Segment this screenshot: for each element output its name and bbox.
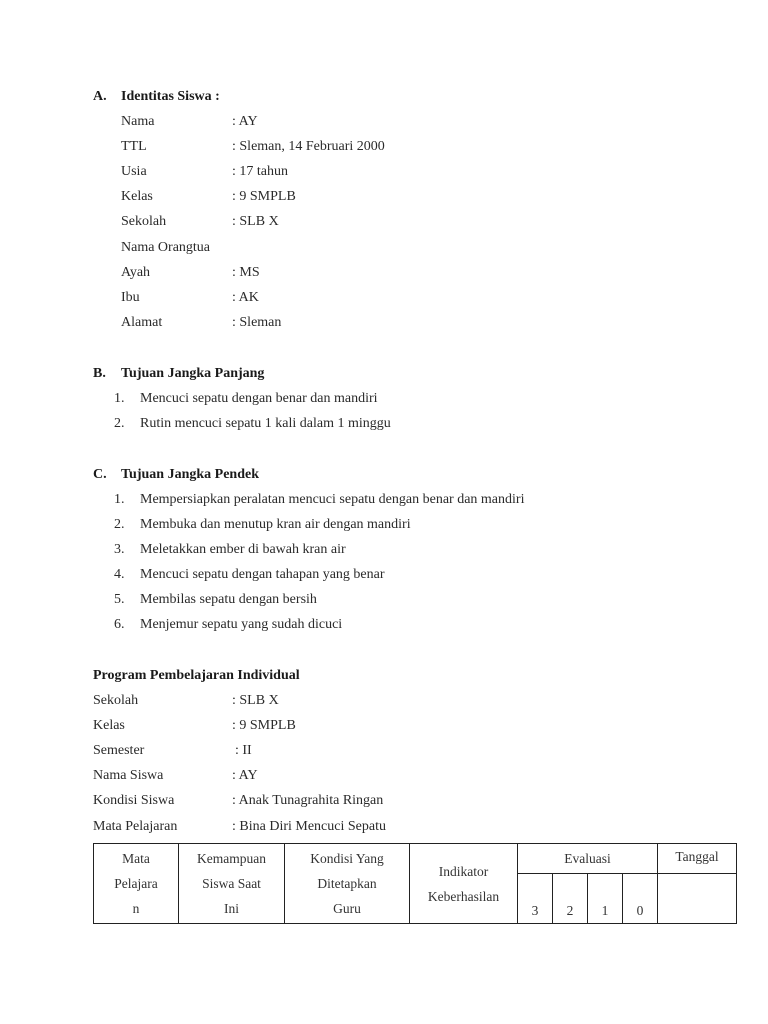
header-text: n <box>132 901 140 916</box>
identity-value-ttl: : Sleman, 14 Februari 2000 <box>232 139 385 154</box>
score-0: 0 <box>623 874 658 924</box>
long-term-item: Rutin mencuci sepatu 1 kali dalam 1 minggu <box>140 416 391 431</box>
header-evaluasi: Evaluasi <box>518 844 658 874</box>
short-term-number: 5. <box>114 592 125 607</box>
identity-value-usia: : 17 tahun <box>232 164 288 179</box>
header-mata-pelajaran <box>94 844 179 924</box>
section-b-letter: B. <box>93 366 106 381</box>
identity-label-ttl: TTL <box>121 139 147 154</box>
section-c-letter: C. <box>93 467 107 482</box>
program-value-mata-pelajaran: : Bina Diri Mencuci Sepatu <box>232 819 386 834</box>
score-2: 2 <box>553 874 588 924</box>
program-heading: Program Pembelajaran Individual <box>93 668 300 683</box>
long-term-number: 1. <box>114 391 125 406</box>
header-text: Ditetapkan <box>317 876 377 891</box>
section-c-heading: Tujuan Jangka Pendek <box>121 467 259 482</box>
header-text: Pelajara <box>114 876 158 891</box>
program-label-semester: Semester <box>93 743 145 758</box>
short-term-number: 1. <box>114 492 125 507</box>
short-term-number: 4. <box>114 567 125 582</box>
identity-value-alamat: : Sleman <box>232 315 282 330</box>
header-text: Keberhasilan <box>427 888 500 904</box>
identity-label-sekolah: Sekolah <box>121 214 167 229</box>
identity-label-kelas: Kelas <box>121 189 153 204</box>
identity-value-ibu: : AK <box>232 290 259 305</box>
section-a-letter: A. <box>93 89 107 104</box>
program-value-nama-siswa: : AY <box>232 768 258 783</box>
short-term-item: Meletakkan ember di bawah kran air <box>140 542 346 557</box>
tanggal-cell <box>658 874 737 924</box>
identity-label-ibu: Ibu <box>121 290 140 305</box>
section-a-heading: Identitas Siswa : <box>121 89 220 104</box>
program-value-kelas: : 9 SMPLB <box>232 718 296 733</box>
header-kemampuan-siswa <box>179 844 285 924</box>
program-label-kelas: Kelas <box>93 718 125 733</box>
long-term-item: Mencuci sepatu dengan benar dan mandiri <box>140 391 378 406</box>
identity-value-kelas: : 9 SMPLB <box>232 189 296 204</box>
program-value-semester: : II <box>235 743 252 758</box>
program-label-nama-siswa: Nama Siswa <box>93 768 164 783</box>
identity-value-ayah: : MS <box>232 265 260 280</box>
identity-label-usia: Usia <box>121 164 147 179</box>
identity-label-nama-orangtua: Nama Orangtua <box>121 240 211 255</box>
program-value-sekolah: : SLB X <box>232 693 279 708</box>
header-text: Indikator <box>438 863 489 879</box>
header-text: Mata <box>122 851 150 866</box>
identity-value-sekolah: : SLB X <box>232 214 279 229</box>
short-term-item: Mempersiapkan peralatan mencuci sepatu dengan benar dan mandiri <box>140 492 525 507</box>
program-value-kondisi-siswa: : Anak Tunagrahita Ringan <box>232 793 384 808</box>
short-term-number: 6. <box>114 617 125 632</box>
ppi-table <box>93 843 737 924</box>
score-1: 1 <box>588 874 623 924</box>
identity-label-alamat: Alamat <box>121 315 163 330</box>
header-text: Kemampuan <box>197 851 266 866</box>
program-label-sekolah: Sekolah <box>93 693 139 708</box>
header-indikator-keberhasilan <box>410 844 518 924</box>
short-term-item: Membuka dan menutup kran air dengan mandiri <box>140 517 411 532</box>
header-tanggal: Tanggal <box>658 844 737 874</box>
header-text: Guru <box>333 901 361 916</box>
short-term-item: Menjemur sepatu yang sudah dicuci <box>140 617 343 632</box>
identity-value-nama: : AY <box>232 114 258 129</box>
program-label-mata-pelajaran: Mata Pelajaran <box>93 819 178 834</box>
short-term-item: Mencuci sepatu dengan tahapan yang benar <box>140 567 385 582</box>
program-label-kondisi-siswa: Kondisi Siswa <box>93 793 175 808</box>
score-3: 3 <box>518 874 553 924</box>
header-text: Siswa Saat <box>202 876 261 891</box>
section-b-heading: Tujuan Jangka Panjang <box>121 366 265 381</box>
identity-label-nama: Nama <box>121 114 155 129</box>
short-term-number: 3. <box>114 542 125 557</box>
identity-label-ayah: Ayah <box>121 265 151 280</box>
header-text: Kondisi Yang <box>310 851 384 866</box>
short-term-item: Membilas sepatu dengan bersih <box>140 592 317 607</box>
short-term-number: 2. <box>114 517 125 532</box>
long-term-number: 2. <box>114 416 125 431</box>
header-kondisi-ditetapkan <box>285 844 410 924</box>
header-text: Ini <box>224 901 239 916</box>
